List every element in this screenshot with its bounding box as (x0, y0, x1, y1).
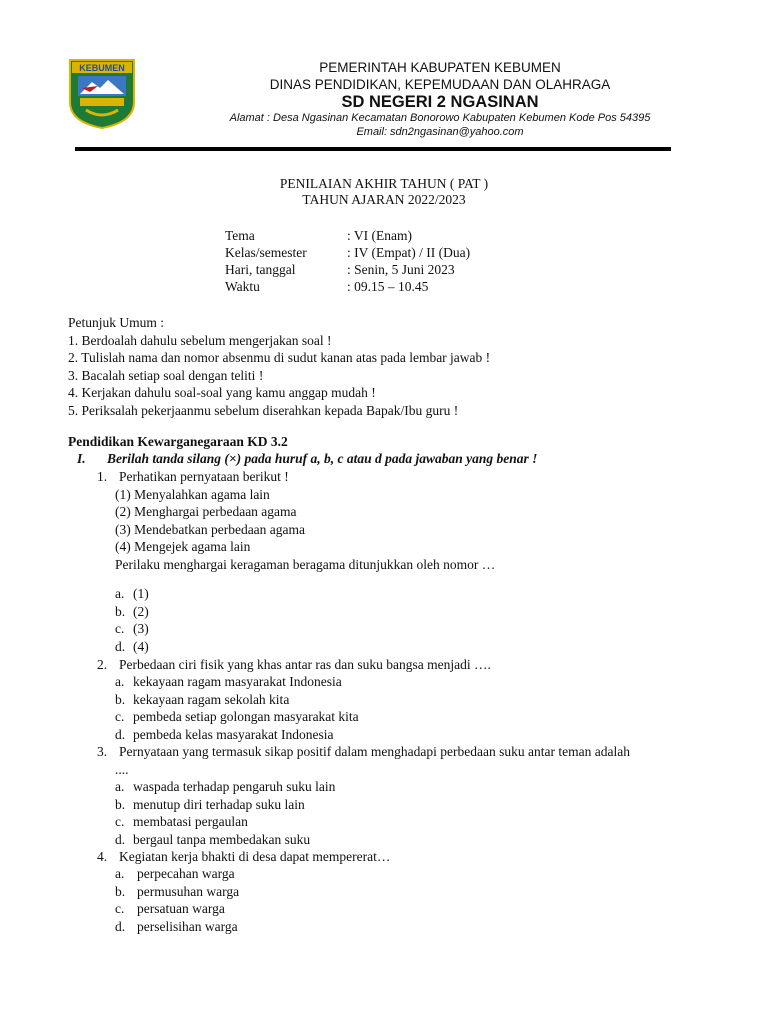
item-text: pembeda kelas masyarakat Indonesia (133, 727, 334, 742)
item-text: waspada terhadap pengaruh suku lain (133, 779, 336, 794)
general-instructions (68, 314, 490, 419)
item-number: d. (115, 919, 126, 934)
item-text: (2) Menghargai perbedaan agama (115, 504, 297, 519)
item-text: (2) (133, 604, 149, 619)
item-text: (1) (133, 586, 149, 601)
item-number: d. (115, 639, 126, 654)
logo-text: KEBUMEN (79, 63, 125, 73)
school-email: Email: sdn2ngasinan@yahoo.com (356, 126, 524, 138)
item-number: 4. (97, 849, 108, 864)
item-number: a. (115, 866, 125, 881)
instruction-item: 5. Periksalah pekerjaanmu sebelum diserahkan kepada Bapak/Ibu guru ! (68, 402, 459, 418)
meta-key: Kelas/semester (225, 245, 307, 260)
item-number: b. (115, 604, 126, 619)
item-text: kekayaan ragam sekolah kita (133, 692, 290, 707)
item-text: permusuhan warga (137, 884, 240, 899)
item-number: a. (115, 586, 125, 601)
section-instruction-text: Berilah tanda silang (×) pada huruf a, b, c atau d pada jawaban yang benar ! (107, 451, 538, 466)
meta-value: : VI (Enam) (347, 228, 412, 243)
item-text: Kegiatan kerja bhakti di desa dapat mempererat… (119, 849, 391, 864)
item-number: d. (115, 727, 126, 742)
item-text: perselisihan warga (137, 919, 238, 934)
section-number: I. (77, 451, 86, 466)
item-number: 3. (97, 744, 108, 759)
item-number: c. (115, 901, 125, 916)
dept-name: DINAS PENDIDIKAN, KEPEMUDAAN DAN OLAHRAGA (269, 77, 611, 92)
item-text: persatuan warga (137, 901, 225, 916)
item-text: (3) Mendebatkan perbedaan agama (115, 522, 306, 537)
header-divider (75, 147, 671, 151)
item-number: 1. (97, 469, 108, 484)
meta-value: : IV (Empat) / II (Dua) (347, 245, 471, 260)
instruction-item: 2. Tulislah nama dan nomor absenmu di sudut kanan atas pada lembar jawab ! (68, 350, 491, 365)
item-text: Perbedaan ciri fisik yang khas antar ras dan suku bangsa menjadi …. (119, 657, 491, 672)
item-text: (4) (133, 639, 149, 654)
school-address: Alamat : Desa Ngasinan Kecamatan Bonorowo Kabupaten Kebumen Kode Pos 54395 (229, 112, 651, 124)
item-text: (1) Menyalahkan agama lain (115, 487, 270, 502)
meta-value: : Senin, 5 Juni 2023 (347, 262, 455, 277)
section-instruction (77, 451, 537, 467)
meta-value: : 09.15 – 10.45 (347, 279, 429, 294)
meta-key: Waktu (225, 279, 260, 294)
school-name: SD NEGERI 2 NGASINAN (341, 93, 539, 111)
item-number: b. (115, 692, 126, 707)
item-number: 2. (97, 657, 108, 672)
item-number: c. (115, 709, 125, 724)
instruction-item: 1. Berdoalah dahulu sebelum mengerjakan soal ! (68, 332, 332, 348)
item-number: a. (115, 779, 125, 794)
item-number: c. (115, 814, 125, 829)
instruction-item: 4. Kerjakan dahulu soal-soal yang kamu anggap mudah ! (68, 385, 376, 400)
item-text: bergaul tanpa membedakan suku (133, 832, 311, 847)
school-logo (68, 58, 136, 130)
instructions-heading: Petunjuk Umum : (68, 315, 165, 330)
item-number: c. (115, 621, 125, 636)
gov-name: PEMERINTAH KABUPATEN KEBUMEN (319, 60, 561, 75)
instruction-item: 3. Bacalah setiap soal dengan teliti ! (68, 367, 264, 383)
item-text: menutup diri terhadap suku lain (133, 797, 305, 812)
item-text: (4) Mengejek agama lain (115, 539, 251, 554)
item-text: membatasi pergaulan (133, 814, 248, 829)
item-text: kekayaan ragam masyarakat Indonesia (133, 674, 342, 689)
item-text: Perhatikan pernyataan berikut ! (119, 469, 289, 484)
item-text: pembeda setiap golongan masyarakat kita (133, 709, 359, 724)
item-text: perpecahan warga (137, 866, 235, 881)
item-text: Pernyataan yang termasuk sikap positif dalam menghadapi perbedaan suku antar teman adalah (119, 744, 630, 759)
academic-year: TAHUN AJARAN 2022/2023 (302, 192, 466, 207)
section-title: Pendidikan Kewarganegaraan KD 3.2 (68, 434, 288, 449)
item-text: .... (115, 762, 129, 777)
item-number: d. (115, 832, 126, 847)
meta-key: Hari, tanggal (225, 262, 296, 277)
item-number: b. (115, 884, 126, 899)
item-number: b. (115, 797, 126, 812)
item-text: (3) (133, 621, 149, 636)
item-number: a. (115, 674, 125, 689)
exam-title: PENILAIAN AKHIR TAHUN ( PAT ) (279, 176, 489, 191)
meta-key: Tema (225, 228, 255, 243)
item-text: Perilaku menghargai keragaman beragama ditunjukkan oleh nomor … (115, 557, 496, 572)
